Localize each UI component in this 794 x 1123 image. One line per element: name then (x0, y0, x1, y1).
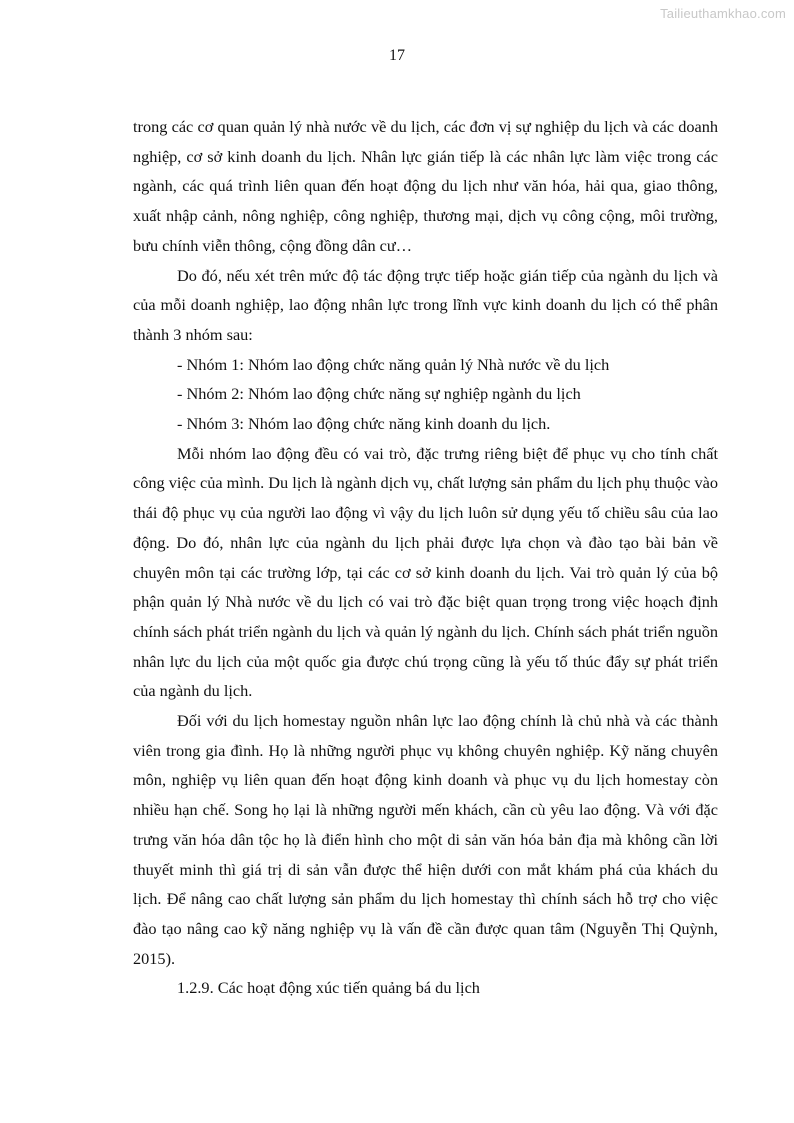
page-number: 17 (389, 47, 405, 64)
document-body (133, 112, 718, 1003)
section-heading: 1.2.9. Các hoạt động xúc tiến quảng bá du lịch (177, 978, 480, 998)
watermark: Tailieuthamkhao.com (660, 6, 786, 21)
list-item-group-3: - Nhóm 3: Nhóm lao động chức năng kinh doanh du lịch. (177, 414, 551, 434)
paragraph-classification-intro: Do đó, nếu xét trên mức độ tác động trực tiếp hoặc gián tiếp của ngành du lịch và của mỗi doanh nghiệp, lao động nhân lực trong lĩnh vực kinh doanh du lịch có thể phân thành 3 nhóm sau: (133, 265, 718, 344)
paragraph-group-roles: Mỗi nhóm lao động đều có vai trò, đặc trưng riêng biệt để phục vụ cho tính chất công việc của mình. Du lịch là ngành dịch vụ, chất lượng sản phẩm du lịch phụ thuộc vào thái độ phục vụ của người lao động vì vậy du lịch luôn sử dụng yếu tố chiều sâu của lao động. Do đó, nhân lực của ngành du lịch phải được lựa chọn và đào tạo bài bản về chuyên môn tại các trường lớp, tại các cơ sở kinh doanh du lịch. Vai trò quản lý của bộ phận quản lý Nhà nước về du lịch có vai trò đặc biệt quan trọng trong việc hoạch định chính sách phát triển ngành du lịch và quản lý ngành du lịch. Chính sách phát triển nguồn nhân lực du lịch của một quốc gia được chú trọng cũng là yếu tố thúc đẩy sự phát triển của ngành du lịch. (133, 443, 718, 701)
paragraph-homestay: Đối với du lịch homestay nguồn nhân lực lao động chính là chủ nhà và các thành viên trong gia đình. Họ là những người phục vụ không chuyên nghiệp. Kỹ năng chuyên môn, nghiệp vụ liên quan đến hoạt động kinh doanh và phục vụ du lịch homestay còn nhiều hạn chế. Song họ lại là những người mến khách, cần cù yêu lao động. Và với đặc trưng văn hóa dân tộc họ là điển hình cho một di sản văn hóa bản địa mà không cần lời thuyết minh thì giá trị di sản vẫn được thể hiện dưới con mắt khám phá của khách du lịch. Để nâng cao chất lượng sản phẩm du lịch homestay thì chính sách hỗ trợ cho việc đào tạo nâng cao kỹ năng nghiệp vụ là vấn đề cần được quan tâm (Nguyễn Thị Quỳnh, 2015). (133, 711, 718, 968)
list-item-group-1: - Nhóm 1: Nhóm lao động chức năng quản lý Nhà nước về du lịch (177, 354, 610, 374)
paragraph-continuation: trong các cơ quan quản lý nhà nước về du lịch, các đơn vị sự nghiệp du lịch và các doanh nghiệp, cơ sở kinh doanh du lịch. Nhân lực gián tiếp là các nhân lực làm việc trong các ngành, các quá trình liên quan đến hoạt động du lịch như văn hóa, hải qua, giao thông, xuất nhập cảnh, nông nghiệp, công nghiệp, thương mại, dịch vụ công cộng, môi trường, bưu chính viễn thông, cộng đồng dân cư… (133, 117, 718, 255)
list-item-group-2: - Nhóm 2: Nhóm lao động chức năng sự nghiệp ngành du lịch (177, 384, 581, 404)
